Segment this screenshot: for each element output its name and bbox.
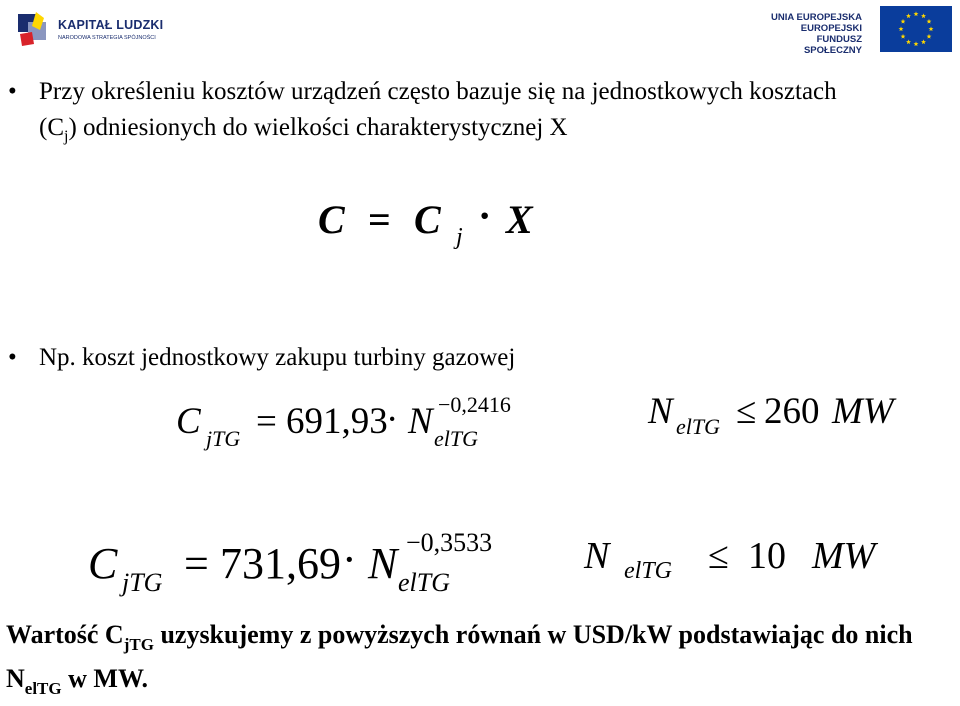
logo-left-subtitle: NARODOWA STRATEGIA SPÓJNOŚCI [58,35,156,41]
formula-2-cond-sub: elTG [676,414,720,439]
formula-1-lhs: C [318,197,345,242]
eu-logo-text [766,12,862,56]
formula-2-cond-op: ≤ [736,391,757,432]
formula-2-coef: 691,93 [286,401,388,442]
para-sub-1: jTG [123,635,154,654]
formula-2-C-sub: jTG [206,426,241,451]
bullet-1-text-pre: Przy określeniu kosztów urządzeń często bazuje się na jednostkowych kosztach (C [39,78,837,141]
formula-3-cond-unit: MW [812,535,876,577]
para-text-2: uzyskujemy z powyższych równań w USD/kW podstawiając do nich N [6,620,913,693]
para-text-3: w MW. [61,664,149,693]
kapital-ludzki-logo [14,8,164,50]
formula-3 [88,528,928,608]
logo-left-title: KAPITAŁ LUDZKI [58,18,164,32]
formula-3-cond-N: N [584,535,610,577]
formula-1-eq: = [368,197,391,242]
bullet-2 [8,340,839,376]
bullet-dot-icon: • [8,78,17,105]
eu-line-2: EUROPEJSKI [800,23,862,34]
formula-2-cond-unit: MW [832,391,894,432]
formula-2-eq: = [256,401,277,442]
formula-2-exp: −0,2416 [438,392,511,417]
bullet-2-text: Np. koszt jednostkowy zakupu turbiny gazowej [39,344,516,371]
para-text-1: Wartość C [6,620,124,649]
formula-3-exp: −0,3533 [406,528,493,557]
formula-1-c: C [414,197,441,242]
eu-line-3: FUNDUSZ SPOŁECZNY [803,34,862,56]
formula-3-N: N [368,539,398,588]
formula-1-dot: · [478,193,492,238]
eu-line-1: UNIA EUROPEJSKA [771,12,862,23]
formula-3-cond-sub: elTG [624,558,672,584]
para-sub-2: elTG [24,679,62,698]
formula-2-N-sub: elTG [434,426,478,451]
summary-paragraph [6,618,946,706]
formula-2-C: C [176,401,201,442]
formula-2-dot: · [386,399,399,440]
formula-2 [176,391,916,466]
eu-flag-icon [880,6,952,52]
bullet-dot-icon: • [8,344,17,371]
bullet-1-text-post: ) odniesionych do wielkości charakterystycznej X [68,114,568,141]
bullet-1-subscript: j [64,128,69,145]
formula-3-coef: 731,69 [220,539,341,588]
formula-3-C: C [88,539,118,588]
formula-3-C-sub: jTG [122,568,163,597]
formula-3-cond-val: 10 [748,535,786,577]
formula-2-cond-N: N [648,391,673,432]
formula-3-cond-op: ≤ [708,535,729,577]
formula-3-dot: · [342,535,357,584]
formula-2-N: N [408,401,433,442]
formula-1-sub: j [456,224,463,250]
bullet-1 [8,74,839,155]
kapital-ludzki-emblem-icon [14,8,54,50]
formula-2-cond-val: 260 [764,391,820,432]
formula-1-x: X [506,197,533,242]
formula-3-N-sub: elTG [398,568,450,597]
formula-1 [318,193,578,256]
eu-logo [766,6,952,56]
formula-3-eq: = [184,539,209,588]
